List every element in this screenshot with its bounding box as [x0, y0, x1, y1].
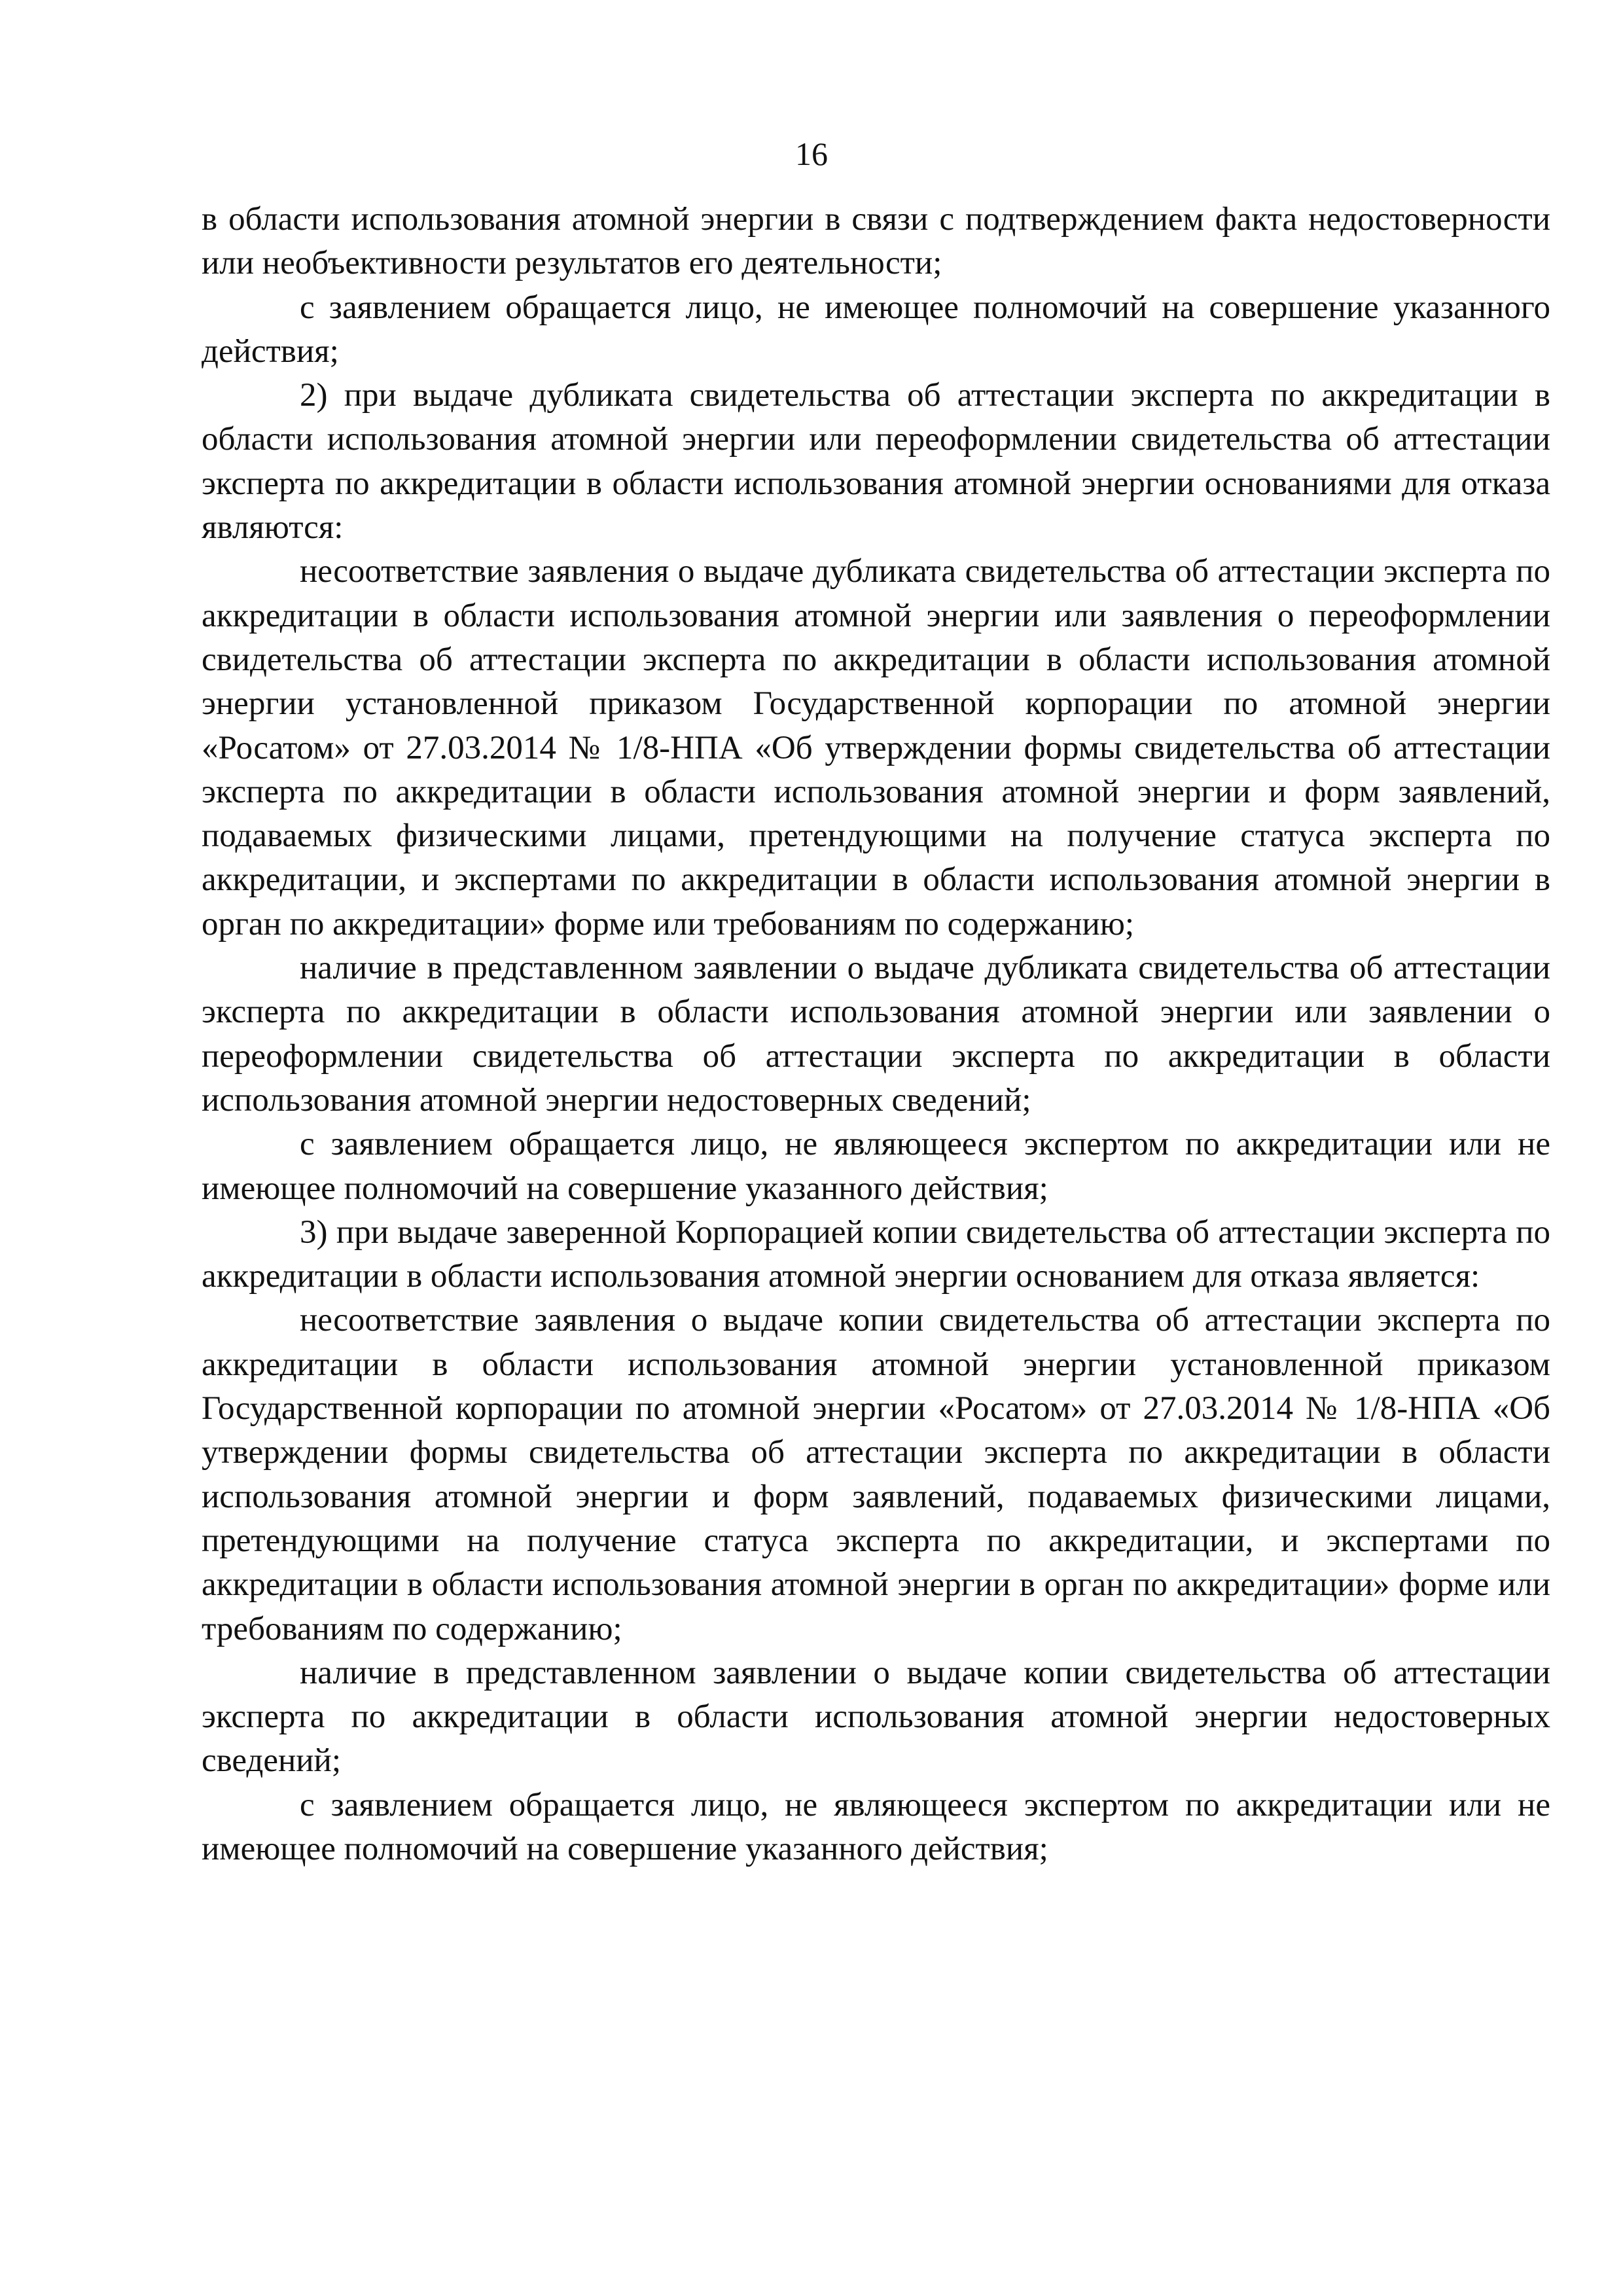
paragraph: 2) при выдаче дубликата свидетельства об аттестации эксперта по аккредитации в области использования атомной энергии или переоформлении свидетельства об аттестации эксперта по аккредитации в области использования атомной энергии основаниями для отказа являются: — [202, 377, 1550, 547]
paragraph: несоответствие заявления о выдаче дубликата свидетельства об аттестации эксперта по аккредитации в области использования атомной энергии или заявления о переоформлении свидетельства об аттестации эксперта по аккредитации в области использования атомной энергии установленной приказом Государственной корпорации по атомной энергии «Росатом» от 27.03.2014 № 1/8-НПА «Об утверждении формы свидетельства об аттестации эксперта по аккредитации в области использования атомной энергии и форм заявлений, подаваемых физическими лицами, претендующими на получение статуса эксперта по аккредитации, и экспертами по аккредитации в области использования атомной энергии в орган по аккредитации» форме или требованиям по содержанию; — [202, 553, 1550, 942]
paragraph: с заявлением обращается лицо, не являющееся экспертом по аккредитации или не имеющее полномочий на совершение указанного действия; — [202, 1786, 1550, 1867]
paragraph: с заявлением обращается лицо, не имеющее полномочий на совершение указанного действия; — [202, 289, 1550, 370]
paragraph: наличие в представленном заявлении о выдаче дубликата свидетельства об аттестации эксперта по аккредитации в области использования атомной энергии или заявлении о переоформлении свидетельства об аттестации эксперта по аккредитации в области использования атомной энергии недостоверных сведений; — [202, 950, 1550, 1119]
paragraph: с заявлением обращается лицо, не являющееся экспертом по аккредитации или не имеющее полномочий на совершение указанного действия; — [202, 1126, 1550, 1207]
document-body — [202, 198, 1550, 1871]
paragraph: несоответствие заявления о выдаче копии свидетельства об аттестации эксперта по аккредитации в области использования атомной энергии установленной приказом Государственной корпорации по атомной энергии «Росатом» от 27.03.2014 № 1/8-НПА «Об утверждении формы свидетельства об аттестации эксперта по аккредитации в области использования атомной энергии и форм заявлений, подаваемых физическими лицами, претендующими на получение статуса эксперта по аккредитации, и экспертами по аккредитации в области использования атомной энергии в орган по аккредитации» форме или требованиям по содержанию; — [202, 1302, 1550, 1647]
page-number: 16 — [795, 135, 828, 172]
paragraph: в области использования атомной энергии в связи с подтверждением факта недостоверности или необъективности результатов его деятельности; — [202, 201, 1550, 282]
paragraph: 3) при выдаче заверенной Корпорацией копии свидетельства об аттестации эксперта по аккредитации в области использования атомной энергии основанием для отказа является: — [202, 1213, 1550, 1295]
paragraph: наличие в представленном заявлении о выдаче копии свидетельства об аттестации эксперта по аккредитации в области использования атомной энергии недостоверных сведений; — [202, 1654, 1550, 1780]
